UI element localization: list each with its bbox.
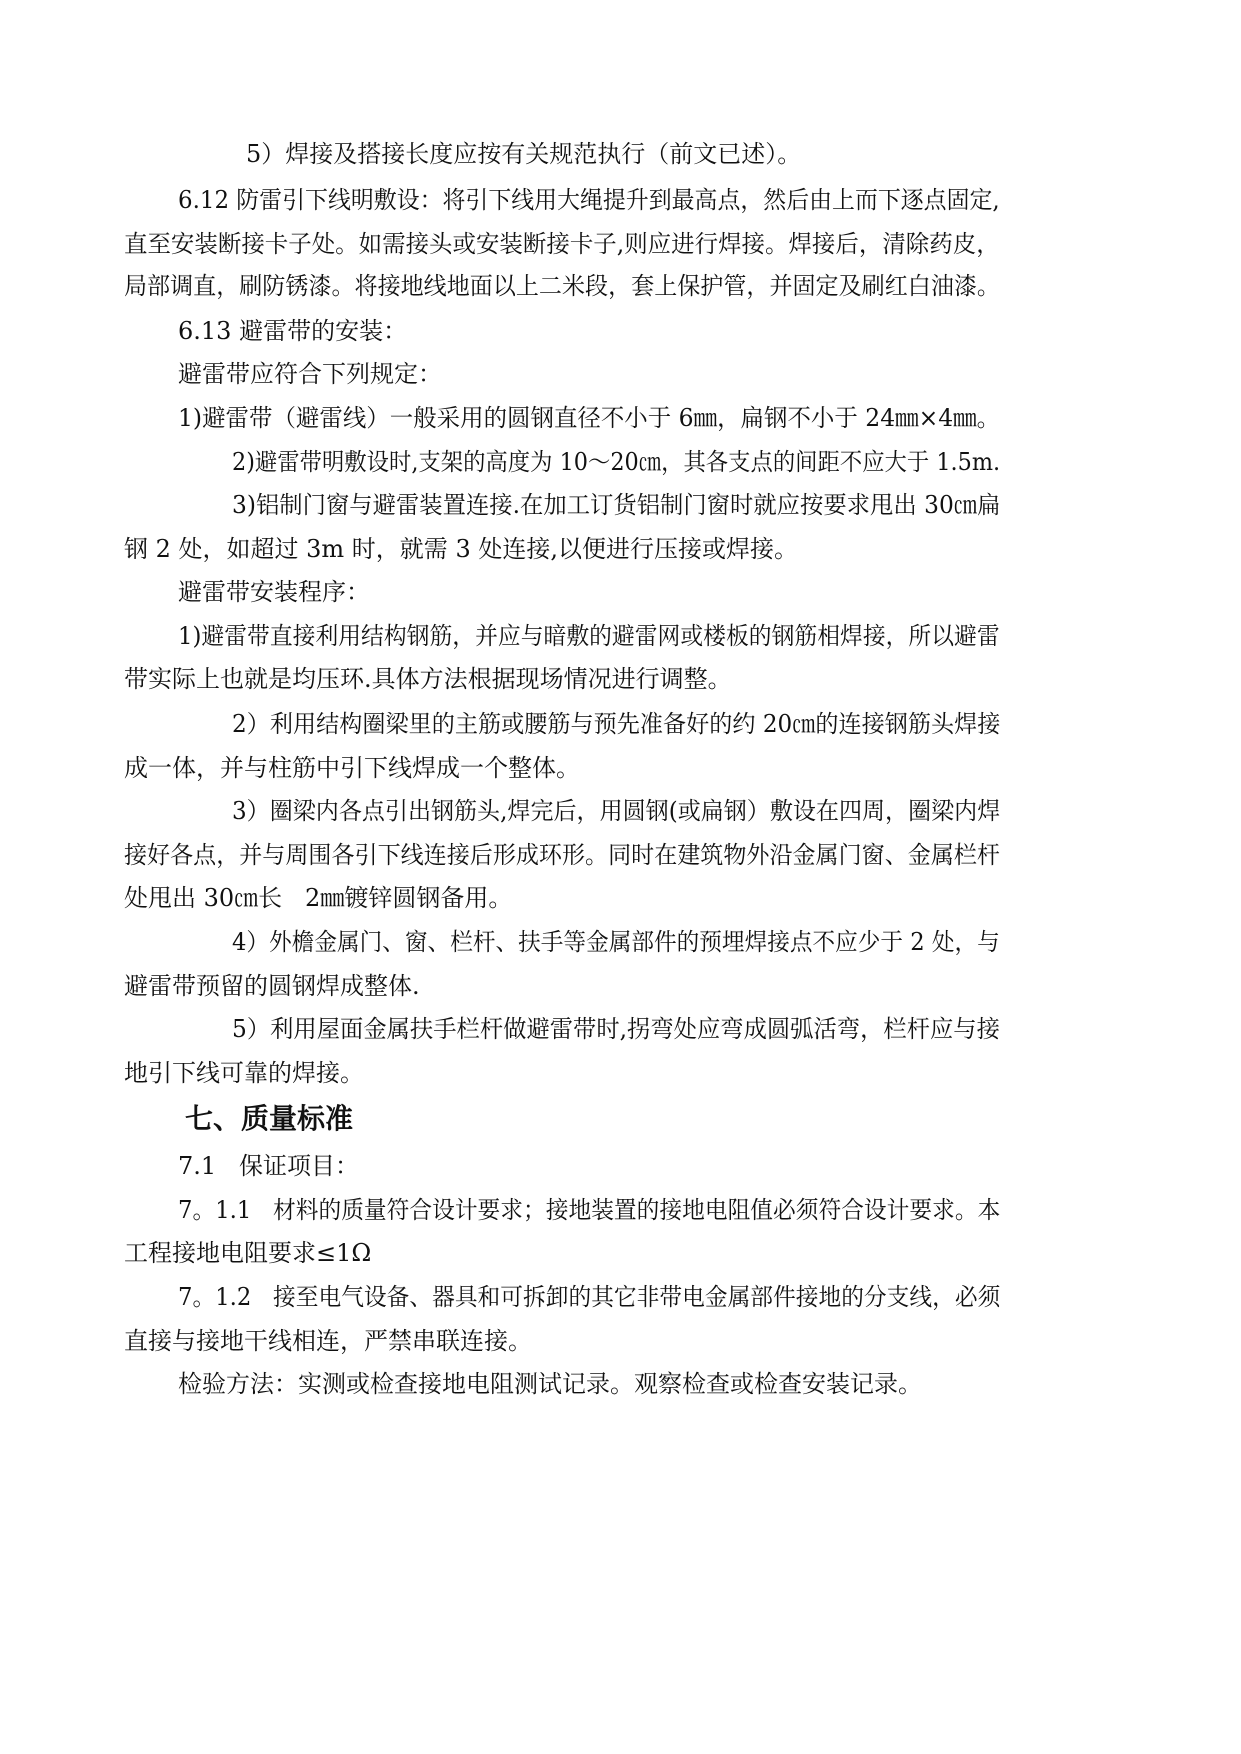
text-line: 2)避雷带明敷设时,支架的高度为 10～20㎝，其各支点的间距不应大于 1.5m. bbox=[232, 448, 1001, 476]
text-line: 1)避雷带直接利用结构钢筋，并应与暗敷的避雷网或楼板的钢筋相焊接，所以避雷 bbox=[178, 622, 1000, 650]
text-line: 避雷带预留的圆钢焊成整体. bbox=[124, 972, 420, 1000]
text-line: 7。1.2 接至电气设备、器具和可拆卸的其它非带电金属部件接地的分支线，必须 bbox=[178, 1283, 1001, 1311]
text-line: 带实际上也就是均压环.具体方法根据现场情况进行调整。 bbox=[124, 665, 732, 693]
text-line: 接好各点，并与周围各引下线连接后形成环形。同时在建筑物外沿金属门窗、金属栏杆 bbox=[124, 841, 1000, 869]
text-line: 工程接地电阻要求≤1Ω bbox=[124, 1239, 372, 1267]
text-line: 1)避雷带（避雷线）一般采用的圆钢直径不小于 6㎜，扁钢不小于 24㎜×4㎜。 bbox=[178, 404, 1001, 432]
text-line: 5）焊接及搭接长度应按有关规范执行（前文已述）。 bbox=[246, 140, 802, 168]
text-line: 地引下线可靠的焊接。 bbox=[124, 1059, 364, 1087]
text-line: 局部调直，刷防锈漆。将接地线地面以上二米段，套上保护管，并固定及刷红白油漆。 bbox=[124, 272, 1000, 300]
text-line: 6.12 防雷引下线明敷设：将引下线用大绳提升到最高点，然后由上而下逐点固定, bbox=[178, 186, 1000, 214]
section-heading: 七、质量标准 bbox=[185, 1102, 354, 1135]
text-line: 成一体，并与柱筋中引下线焊成一个整体。 bbox=[124, 754, 580, 782]
text-line: 7.1 保证项目： bbox=[178, 1152, 360, 1180]
text-line: 2）利用结构圈梁里的主筋或腰筋与预先准备好的约 20㎝的连接钢筋头焊接 bbox=[232, 710, 1001, 738]
text-line: 避雷带安装程序： bbox=[178, 578, 370, 606]
text-line: 检验方法：实测或检查接地电阻测试记录。观察检查或检查安装记录。 bbox=[178, 1370, 922, 1398]
text-line: 钢 2 处，如超过 3m 时，就需 3 处连接,以便进行压接或焊接。 bbox=[124, 535, 798, 563]
text-line: 3)铝制门窗与避雷装置连接.在加工订货铝制门窗时就应按要求甩出 30㎝扁 bbox=[232, 491, 1001, 519]
text-line: 6.13 避雷带的安装： bbox=[178, 317, 408, 345]
text-line: 4）外檐金属门、窗、栏杆、扶手等金属部件的预埋焊接点不应少于 2 处，与 bbox=[232, 928, 1000, 956]
text-line: 7。1.1 材料的质量符合设计要求；接地装置的接地电阻值必须符合设计要求。本 bbox=[178, 1196, 1001, 1224]
text-line: 直至安装断接卡子处。如需接头或安装断接卡子,则应进行焊接。焊接后，清除药皮， bbox=[124, 230, 1000, 258]
text-line: 5）利用屋面金属扶手栏杆做避雷带时,拐弯处应弯成圆弧活弯，栏杆应与接 bbox=[232, 1015, 1000, 1043]
text-line: 3）圈梁内各点引出钢筋头,焊完后，用圆钢(或扁钢）敷设在四周，圈梁内焊 bbox=[232, 797, 1001, 825]
text-line: 处甩出 30㎝长 2㎜镀锌圆钢备用。 bbox=[124, 884, 513, 912]
text-line: 直接与接地干线相连，严禁串联连接。 bbox=[124, 1327, 532, 1355]
text-line: 避雷带应符合下列规定： bbox=[178, 360, 442, 388]
